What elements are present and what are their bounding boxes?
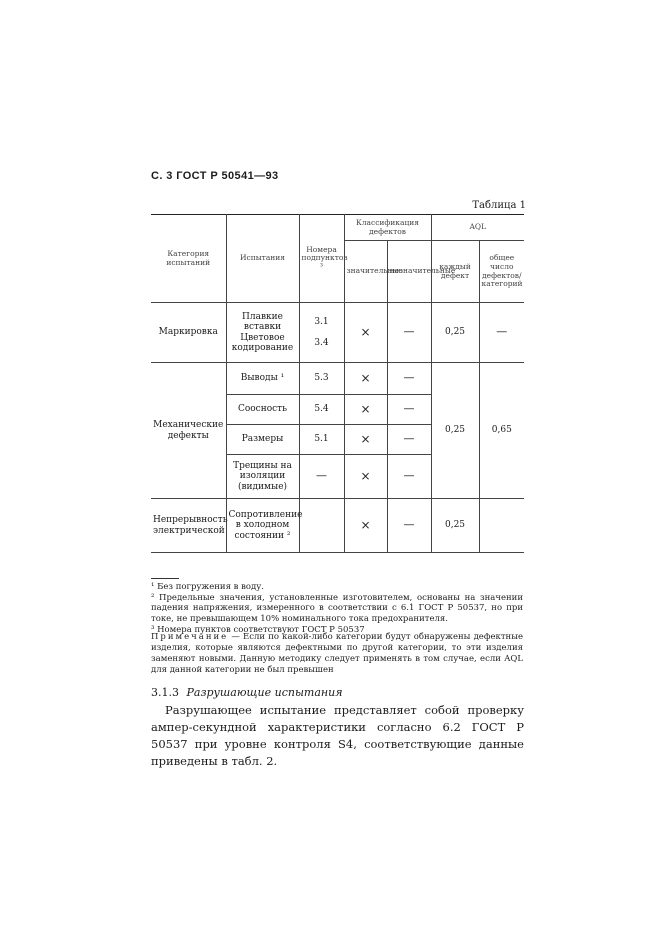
aql-total-value: 0,65	[479, 363, 524, 499]
test-fuse-inserts: Плавкие вставки	[242, 311, 283, 333]
header-minor: незначительные	[387, 241, 431, 303]
significant-mark: ×	[344, 455, 387, 499]
category-marking: Маркировка	[151, 303, 226, 363]
test-name: Трещины на изоляции (видимые)	[226, 455, 299, 499]
header-total: общее число дефектов/категорий	[479, 241, 524, 303]
test-color-coding: Цветовое кодирование	[231, 332, 294, 353]
table-note	[151, 632, 523, 676]
clause-cell	[299, 303, 344, 363]
clause-value: 5.1	[299, 425, 344, 455]
category-electrical: Непрерывность электрической	[151, 499, 226, 553]
clause-value: 5.4	[299, 395, 344, 425]
header-significant: значительные	[344, 241, 387, 303]
header-aql: AQL	[431, 215, 524, 241]
minor-mark: —	[387, 363, 431, 395]
clause-value	[299, 499, 344, 553]
footnote: ² Предельные значения, установленные изготовителем, основаны на значении падения напряжения, измеренного в соответствии с 6.1 ГОСТ Р 50537, но при токе, не превышающем 10% номинального тока предохранителя.	[151, 592, 523, 624]
header-each-defect: каждый дефект	[431, 241, 479, 303]
clause-value: 3.1	[314, 317, 329, 328]
table-caption: Таблица 1	[472, 200, 526, 211]
clause-value: 3.4	[314, 337, 329, 348]
test-name: Соосность	[226, 395, 299, 425]
section-number: 3.1.3	[151, 686, 179, 699]
section-heading	[151, 686, 343, 699]
header-classification: Классификация дефектов	[344, 215, 431, 241]
test-cell	[226, 303, 299, 363]
footnote: ¹ Без погружения в воду.	[151, 582, 264, 592]
minor-mark: —	[387, 499, 431, 553]
clause-value: —	[299, 455, 344, 499]
header-category: Категория испытаний	[151, 215, 226, 303]
defects-table	[151, 214, 524, 553]
aql-total-value: —	[479, 303, 524, 363]
footnote: ³ Номера пунктов соответствуют ГОСТ Р 50537	[151, 624, 365, 635]
minor-mark: —	[387, 455, 431, 499]
aql-each-value: 0,25	[431, 499, 479, 553]
note-lead: Примечание	[151, 632, 229, 642]
table-row	[151, 363, 524, 395]
significant-mark: ×	[344, 395, 387, 425]
test-name: Размеры	[226, 425, 299, 455]
table-row	[151, 499, 524, 553]
test-name: Выводы ¹	[226, 363, 299, 395]
table-row	[151, 303, 524, 363]
aql-each-value: 0,25	[431, 363, 479, 499]
significant-mark: ×	[344, 499, 387, 553]
aql-total-value	[479, 499, 524, 553]
page-header: С. 3 ГОСТ Р 50541—93	[151, 170, 279, 182]
aql-each-value: 0,25	[431, 303, 479, 363]
significant-mark: ×	[344, 363, 387, 395]
section-paragraph: Разрушающее испытание представляет собой проверку ампер-секундной характеристики согласно 6.2 ГОСТ Р 50537 при уровне контроля S4, соответствующие данные приведены в табл. 2.	[151, 703, 524, 768]
significant-mark: ×	[344, 425, 387, 455]
footnotes	[151, 578, 523, 635]
test-name: Сопротивление в холодном состоянии ²	[226, 499, 299, 553]
section-title: Разрушающие испытания	[186, 686, 343, 699]
header-clause: Номера подпунктов ³	[299, 215, 344, 303]
note-text: — Если по какой-либо категории будут обнаружены дефектные изделия, которые являются дефектными по другой категории, то эти изделия заменяют новыми. Данную методику следует применять в том случае, если AQL для данной категории не был превышен	[151, 632, 523, 676]
footnote-divider	[151, 578, 179, 579]
minor-mark: —	[387, 395, 431, 425]
header-test: Испытания	[226, 215, 299, 303]
clause-value: 5.3	[299, 363, 344, 395]
minor-mark: —	[387, 425, 431, 455]
category-mechanical: Механические дефекты	[151, 363, 226, 499]
minor-mark: —	[387, 303, 431, 363]
significant-mark: ×	[344, 303, 387, 363]
